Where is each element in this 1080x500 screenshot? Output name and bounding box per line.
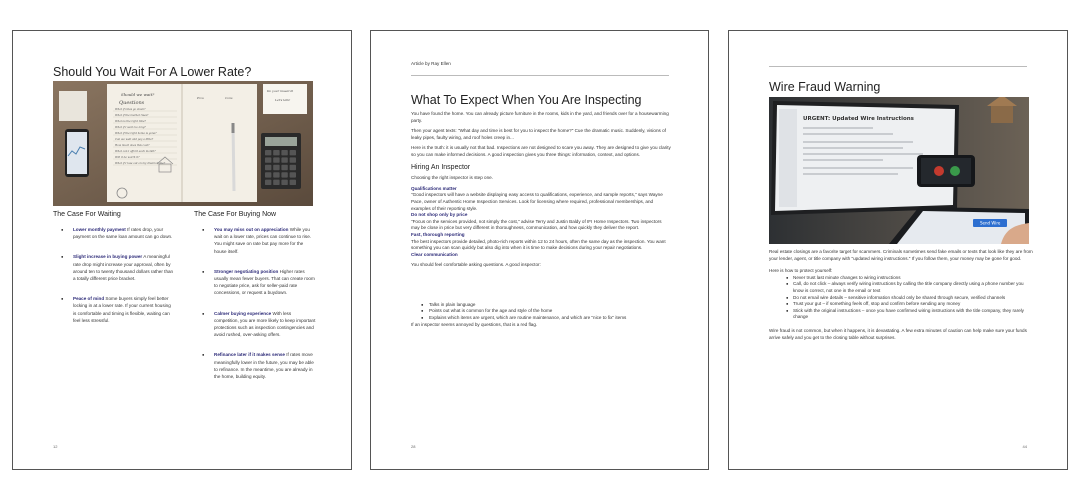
page-number: 44: [1022, 444, 1027, 449]
screen-header: URGENT: Updated Wire Instructions: [803, 116, 914, 122]
subsection-text: "Focus on the services provided, not simply the cost," advise Terry and Justin Baldy of IFI Home Inspectors. Two inspectors may be close in price but very different in thoroughness, communication, and how quickly they deliver the report.: [411, 218, 662, 231]
case-for-waiting-column: [53, 211, 175, 337]
subsection-heading: Do not shop only by price: [411, 212, 468, 218]
page-12: [12, 30, 352, 470]
calculator-key: [281, 180, 287, 185]
subsection-text: "Good inspectors will have a website displaying easy access to qualifications, experience, and sample reports," says Wayne Pace, owner of Authentic Home Inspection Services. Look for licensing where required, professional memberships, and examples of their reporting style.: [411, 192, 663, 211]
laptop-phone-photo: [769, 97, 1029, 244]
list-item: ● Stronger negotiating position Higher rates usually mean fewer buyers. That can create room to negotiate price, ask for seller-paid rate concessions, or request a buydown.: [194, 268, 316, 297]
calculator-key: [290, 180, 296, 185]
bullet-list: [411, 302, 671, 322]
calculator-key: [265, 180, 271, 185]
paragraph: Here is the truth: it is usually not that bad. Inspections are not designed to scare you away. They are designed to give you clarity so you can make informed decisions. A good inspection gives you three things: information, context, and options.: [411, 145, 671, 157]
notebook-line: Will it be worth it?: [115, 156, 140, 159]
notebook-subheading: Questions: [119, 100, 145, 106]
calculator-key: [265, 172, 271, 177]
list-item: ● Slight increase in buying power A meaningful rate drop might increase your approval, often by around ten to twenty thousand dollars rather than a totally different price bracket.: [53, 253, 175, 282]
notebook-photo: [53, 81, 313, 206]
page-number: 28: [411, 444, 416, 449]
calculator-key: [281, 150, 287, 155]
list-intro: Here is how to protect yourself:: [769, 268, 833, 274]
page-title: Should You Wait For A Lower Rate?: [53, 65, 252, 79]
calculator-key: [265, 157, 271, 162]
paragraph: If an inspector seems annoyed by questions, that is a red flag.: [411, 321, 538, 327]
list-item: ● You may miss out on appreciation While you wait on a lower rate, prices can continue to rise. You might save on rate but pay more for the house itself.: [194, 226, 316, 255]
list-item: ● Do not email wire details – sensitive information should only be shared through secure, verified channels: [769, 295, 1034, 302]
notebook-line: What if the right home is gone?: [115, 132, 157, 135]
pros-label: Pros: [197, 96, 204, 100]
calculator-key: [273, 172, 279, 177]
paragraph: Wire fraud is not common, but when it happens, it is devastating. A few extra minutes of caution can help make sure your funds arrive safely and you get to the closing table without surprises.: [769, 327, 1027, 340]
case-for-buying-heading: The Case For Buying Now: [194, 211, 277, 218]
byline: Article by Ray Ellen: [411, 61, 451, 66]
notebook-line: What can I afford each month?: [115, 150, 156, 153]
case-for-buying-column: [194, 211, 316, 393]
notebook-line: Can we wait and pay a little?: [115, 138, 154, 141]
subsection-text: You should feel comfortable asking questions. A good inspector:: [411, 262, 541, 268]
page-title: What To Expect When You Are Inspecting: [411, 93, 642, 107]
calculator-key: [290, 157, 296, 162]
subsection-heading: Clear communication: [411, 251, 458, 257]
divider: [769, 66, 1027, 67]
sticky-note-line2: Let's talk!: [275, 98, 291, 102]
list-item: ● Stick with the original instructions – once you have confirmed wiring instructions with the title company, they rarely change: [769, 308, 1034, 321]
list-item: ● Trust your gut – if something feels off, stop and confirm before sending any money: [769, 301, 1034, 308]
subsection-heading: Fast, thorough reporting: [411, 231, 465, 237]
list-item: ● Points out what is common for the age and style of the home: [411, 308, 671, 315]
article-body: [769, 249, 1034, 347]
article-body: [411, 111, 671, 332]
paragraph: Choosing the right inspector is step one.: [411, 175, 493, 181]
subsection: [411, 212, 671, 232]
notebook-line: What if rates go down?: [115, 108, 146, 111]
subsection: [411, 252, 671, 269]
calculator-key: [273, 165, 279, 170]
list-item: ● Never trust last minute changes to wiring instructions: [769, 275, 1034, 282]
notebook-line: What if the market rises?: [115, 114, 149, 117]
calculator-key: [273, 180, 279, 185]
calculator-key: [290, 172, 296, 177]
calculator-key: [290, 150, 296, 155]
cons-label: Cons: [225, 96, 233, 100]
notebook-line: What if I wait too long?: [115, 126, 146, 129]
subsection: [411, 232, 671, 252]
paragraph: Real estate closings are a favorite target for scammers. Criminals sometimes send fake emails or texts that look like they are from your lender, agent, or title company with "updated wiring instructions." If you follow them, your money may be gone for good.: [769, 249, 1033, 261]
calculator-key: [265, 150, 271, 155]
list-item: ● Call, do not click – always verify wiring instructions by calling the title company directly using a phone number you know is correct, not one in the email or text: [769, 281, 1034, 294]
notebook-line: How much does this cost?: [115, 144, 150, 147]
paragraph: You have found the home. You can already picture furniture in the rooms, kids in the yard, and friends over for a housewarming party.: [411, 111, 669, 123]
list-item: ● Calmer buying experience With less competition, you are more likely to keep important protections such as inspection contingencies and avoid rushed, over-asking offers.: [194, 310, 316, 339]
calculator-key: [273, 157, 279, 162]
list-item: ● Lower monthly payment If rates drop, your payment on the same loan amount can go down.: [53, 226, 175, 240]
notebook-illustration: [53, 81, 313, 206]
page-28: [370, 30, 709, 470]
list-item: ● Peace of mind Some buyers simply feel better locking in at a lower rate. If your current housing is comfortable and timing is flexible, waiting can feel less stressful.: [53, 295, 175, 324]
sticky-note-line1: Do your research: [267, 89, 294, 93]
calculator-key: [281, 157, 287, 162]
calculator-key: [281, 172, 287, 177]
list-item: ● Explains which items are urgent, which are routine maintenance, and which are "nice to fix" items: [411, 315, 671, 322]
subsection: [411, 186, 671, 212]
subsection-text: The best inspectors provide detailed, photo-rich reports within 12 to 24 hours, often the same day as the inspection. You want something you can scan quickly but also dig into when it is time to make decisions during your repair negotiations.: [411, 238, 666, 251]
notebook-line: What if I lose out on my dream home?: [115, 162, 166, 165]
calculator-key: [281, 165, 287, 170]
notebook-heading: Should we wait?: [121, 92, 155, 97]
paragraph: Then your agent texts: "What day and time is best for you to inspect the home?" Cue the dramatic music. Suddenly, visions of leaky pipes, faulty wiring, and roof holes creep in...: [411, 128, 666, 140]
calculator-key: [273, 150, 279, 155]
laptop-illustration: [769, 97, 1029, 244]
page-title: Wire Fraud Warning: [769, 80, 881, 94]
section-heading: Hiring An Inspector: [411, 163, 471, 171]
case-for-waiting-heading: The Case For Waiting: [53, 211, 121, 218]
list-item: ● Refinance later if it makes sense If rates move meaningfully lower in the future, you may be able to refinance. In the meantime, you are already in the home, building equity.: [194, 351, 316, 380]
page-number: 12: [53, 444, 58, 449]
send-wire-button-label: Send Wire: [980, 220, 1001, 226]
bullet-list: [769, 275, 1034, 321]
divider: [411, 75, 669, 76]
notebook-line: When is the right time?: [115, 120, 146, 123]
subsection-heading: Qualifications matter: [411, 185, 457, 191]
calculator-key: [290, 165, 296, 170]
calculator-key: [265, 165, 271, 170]
page-44: [728, 30, 1068, 470]
list-item: ● Talks in plain language: [411, 302, 671, 309]
